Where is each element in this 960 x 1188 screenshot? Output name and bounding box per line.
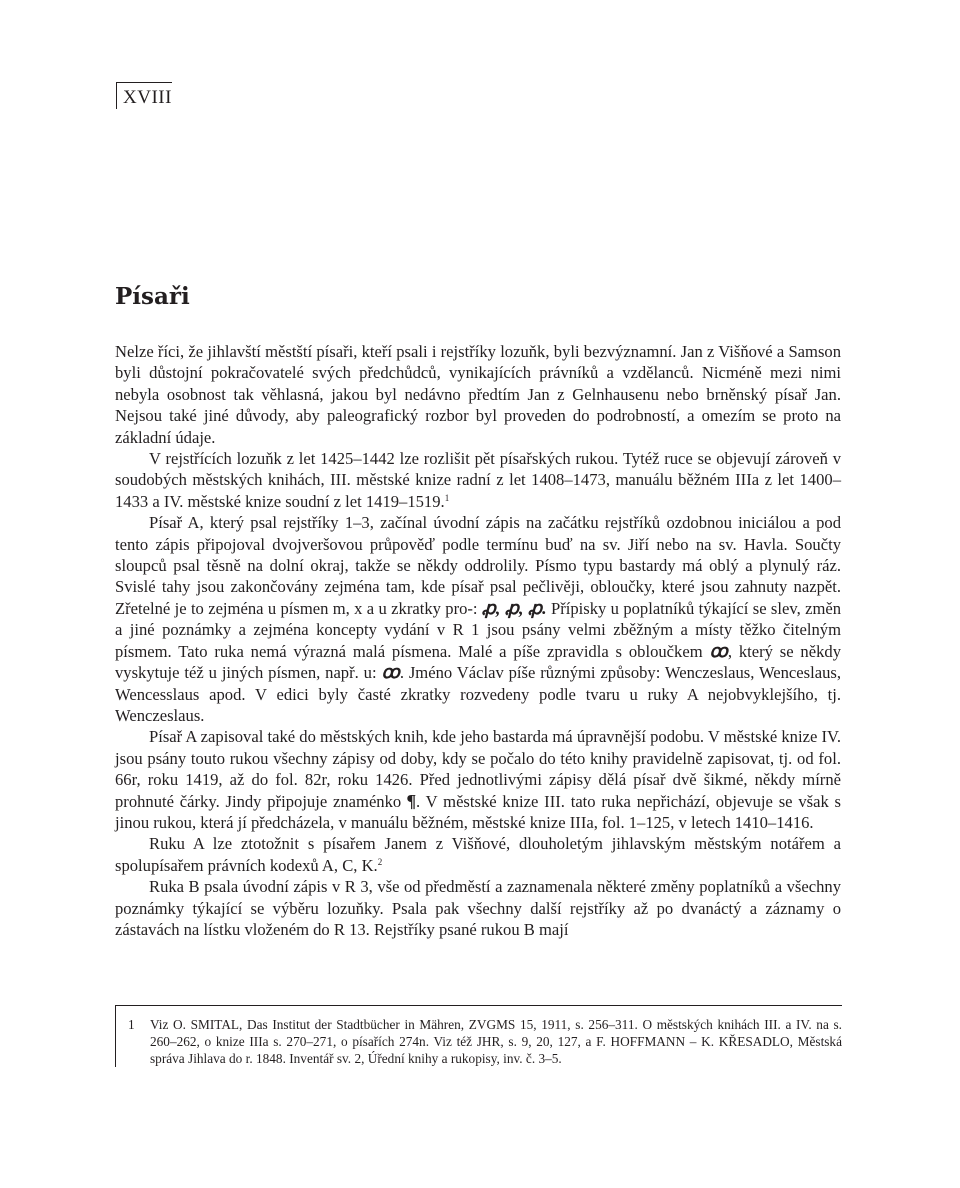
paragraph-6: Ruka B psala úvodní zápis v R 3, vše od předměstí a zaznamenala některé změny poplatníků a všechny poznámky týkající se výběru lozuňky. Psala pak všechny další rejstříky až po dvanáctý a záznamy o zástavách na lístku vloženém do R 13. Rejstříky psané rukou B mají [115, 877, 841, 939]
page-number: XVIII [116, 82, 172, 109]
footnote-text: Viz O. SMITAL, Das Institut der Stadtbücher in Mähren, ZVGMS 15, 1911, s. 256–311. O městských knihách III. a IV. na s. 260–262, o knize IIIa s. 270–271, o písařích 274n. Viz též JHR, s. 9, 20, 127, a F. HOFFMANN – K. KŘESADLO, Městská správa Jihlava do r. 1848. Inventář sv. 2, Úřední knihy a rukopisy, inv. č. 3–5. [150, 1017, 842, 1066]
footnote-ref-2[interactable]: 2 [377, 856, 383, 867]
paragraph-3: Písař A, který psal rejstříky 1–3, začínal úvodní zápis na začátku rejstříků ozdobnou iniciálou a pod tento zápis připojoval dvojveršovou průpověď podle termínu buď na sv. Jiří nebo na sv. Havla. Součty sloupců psal těsně na dolní okraj, takže se někdy oddrolily. Písmo typu bastardy má oblý a plynulý ráz. Svislé tahy jsou zakončovány zejména tam, kde písař psal pečlivěji, obloučky, které jsou zahnuty nazpět. Zřetelné je to zejména u písmen m, x a u zkratky pro-: ꝓ, ꝓ, ꝓ. Přípisky u poplatníků týkající se slev, změn a jiné poznámky a zejména koncepty vydání v R 1 jsou psány velmi zběžným a místy těžko čitelným písmem. Tato ruka nemá výrazná malá písmena. Malé a píše zpravidla s obloučkem ꝏ, který se někdy vyskytuje též u jiných písmen, např. u: ꝏ. Jméno Václav píše různými způsoby: Wenczeslaus, Wenceslaus, Wencesslaus apod. V edici byly časté zkratky rozvedeny podle tvaru u ruky A nejobvyklejšího, tj. Wenczeslaus. [115, 513, 842, 725]
footnotes [115, 1005, 842, 1067]
section-heading: Písaři [115, 283, 190, 310]
footnote-ref-1[interactable]: 1 [444, 492, 450, 503]
footnote-number: 1 [128, 1017, 135, 1032]
paragraph-4: Písař A zapisoval také do městských knih, kde jeho bastarda má úpravnější podobu. V městské knize IV. jsou psány touto rukou všechny zápisy od doby, kdy se počalo do této knihy pravidelně zapisovat, tj. od fol. 66r, roku 1419, až do fol. 82r, roku 1426. Před jednotlivými zápisy dělá písař dvě šikmé, někdy mírně prohnuté čárky. Jindy připojuje znaménko ¶. V městské knize III. tato ruka nepřichází, objevuje se však s jinou rukou, která jí předcházela, v manuálu běžném, městské knize IIIa, fol. 1–125, v letech 1410–1416. [115, 727, 841, 832]
a-loop-glyph: ꝏ [709, 640, 728, 661]
footnote [116, 1016, 842, 1067]
pilcrow-glyph: ¶ [407, 790, 417, 811]
paragraph-5: Ruku A lze ztotožnit s písařem Janem z Višňové, dlouholetým jihlavským městským notářem a spolupísařem právních kodexů A, C, K.$^2$ [115, 834, 841, 875]
body-text [115, 341, 841, 940]
pro-abbreviation-glyph: ꝓ, ꝓ, ꝓ. [481, 597, 547, 618]
u-loop-glyph: ꝏ [381, 662, 400, 683]
paragraph-1: Nelze říci, že jihlavští městští písaři, kteří psali i rejstříky lozuňk, byli bezvýznamní. Jan z Višňové a Samson byli důstojní pokračovatelé svých předchůdců, vynikajících právníků a vzdělanců. Nicméně mezi nimi nebyla osobnost tak věhlasná, jakou byl nedávno předtím Jan z Gelnhausenu nebo brněnský písař Jan. Nejsou také jiné důvody, aby paleografický rozbor byl proveden do podrobností, a omezím se proto na základní údaje. [115, 342, 841, 447]
paragraph-2: V rejstřících lozuňk z let 1425–1442 lze rozlišit pět písařských rukou. Tytéž ruce se objevují zároveň v soudobých městských knihách, III. městské knize radní z let 1408–1473, manuálu běžném IIIa z let 1400–1433 a IV. městské knize soudní z let 1419–1519.$^1$ [115, 449, 841, 511]
